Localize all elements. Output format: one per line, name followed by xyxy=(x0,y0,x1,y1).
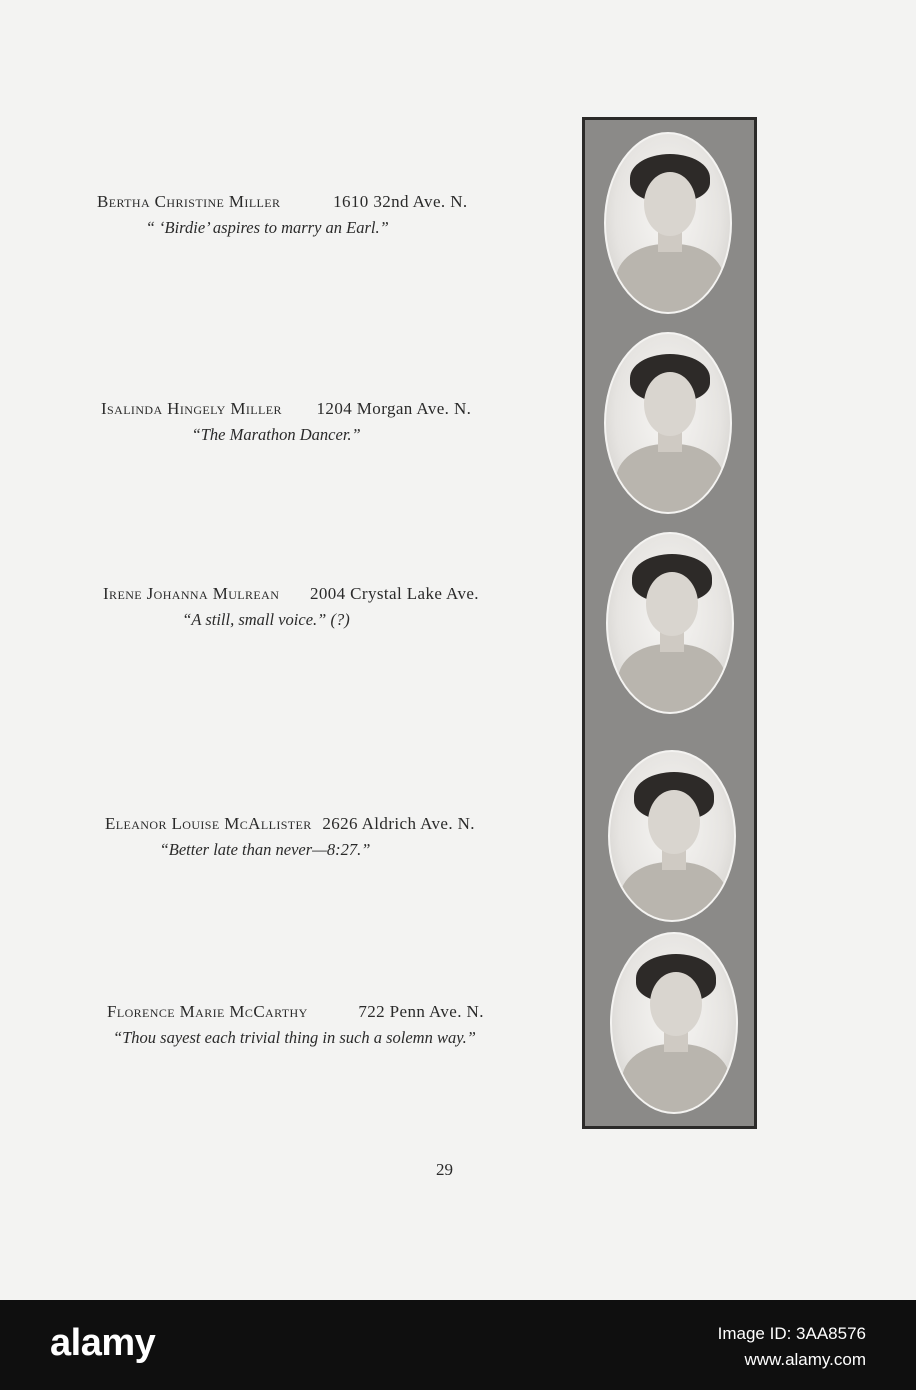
alamy-logo: alamy xyxy=(50,1322,156,1364)
student-quote: “Better late than never—8:27.” xyxy=(159,840,371,859)
portrait-strip xyxy=(582,117,757,1129)
portrait-photo xyxy=(606,532,734,714)
site-url: www.alamy.com xyxy=(744,1350,866,1369)
student-quote: “The Marathon Dancer.” xyxy=(191,425,361,444)
entry-mcallister-eleanor xyxy=(105,814,475,860)
image-id: Image ID: 3AA8576 xyxy=(717,1324,866,1343)
student-address: 2004 Crystal Lake Ave. xyxy=(309,584,479,603)
page-number: 29 xyxy=(436,1160,453,1179)
student-address: 722 Penn Ave. N. xyxy=(358,1002,484,1021)
student-quote: “Thou sayest each trivial thing in such a solemn way.” xyxy=(112,1028,476,1047)
entry-mulrean-irene xyxy=(103,584,479,630)
entry-mccarthy-florence xyxy=(107,1002,484,1048)
student-name: Isalinda Hingely Miller xyxy=(101,399,282,418)
student-quote: “ ‘Birdie’ aspires to marry an Earl.” xyxy=(145,218,389,237)
student-name: Irene Johanna Mulrean xyxy=(103,584,280,603)
student-name: Eleanor Louise McAllister xyxy=(105,814,312,833)
student-address: 2626 Aldrich Ave. N. xyxy=(322,814,475,833)
entry-miller-isalinda xyxy=(101,399,471,445)
student-quote: “A still, small voice.” (?) xyxy=(182,610,350,629)
portrait-photo xyxy=(610,932,738,1114)
student-name: Florence Marie McCarthy xyxy=(107,1002,308,1021)
student-name: Bertha Christine Miller xyxy=(97,192,281,211)
portrait-photo xyxy=(604,132,732,314)
entry-miller-bertha xyxy=(97,192,468,238)
portrait-photo xyxy=(608,750,736,922)
student-address: 1610 32nd Ave. N. xyxy=(333,192,468,211)
student-address: 1204 Morgan Ave. N. xyxy=(316,399,472,418)
portrait-photo xyxy=(604,332,732,514)
